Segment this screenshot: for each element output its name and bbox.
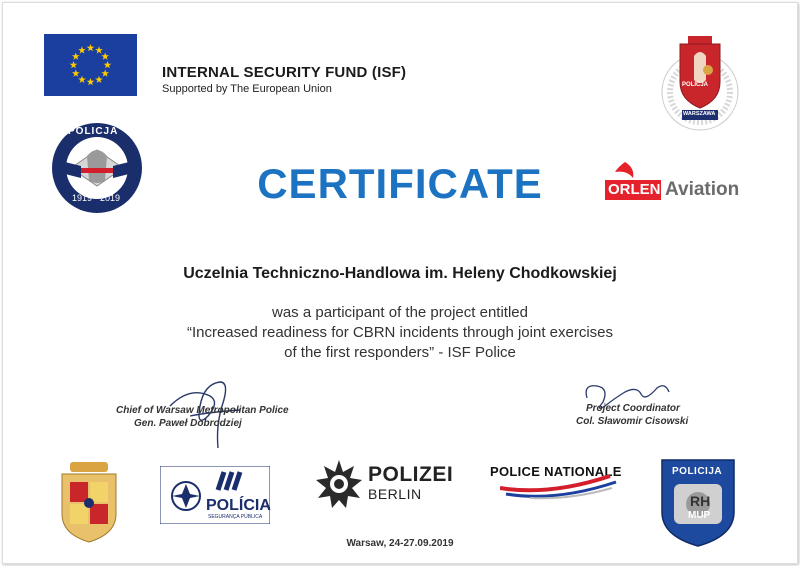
right-signatory-role: Project Coordinator <box>586 403 680 414</box>
fund-subtitle: Supported by The European Union <box>162 83 332 95</box>
polizei-brand: POLIZEI <box>368 463 454 486</box>
certificate-body <box>0 303 800 363</box>
recipient-name: Uczelnia Techniczno-Handlowa im. Heleny Chodkowskiej <box>183 265 617 282</box>
event-date: Warsaw, 24-27.09.2019 <box>346 538 454 549</box>
orlen-brand: ORLEN <box>608 181 661 198</box>
croatia-badge-mark: RH <box>690 493 711 509</box>
orlen-aviation-text: Aviation <box>665 179 740 200</box>
polizei-berlin-star-logo <box>314 458 364 510</box>
psp-brand: POLÍCIA <box>206 497 271 514</box>
policja-badge-years: 1919 - 2019 <box>72 193 121 203</box>
police-nationale-brand: POLICE NATIONALE <box>490 464 622 479</box>
certificate-title: CERTIFICATE <box>257 160 543 207</box>
croatia-badge-bottom: MUP <box>688 510 711 521</box>
policja-badge-top: POLICJA <box>68 126 119 137</box>
croatia-badge-top: POLICIJA <box>672 466 723 477</box>
spanish-police-crest-logo <box>56 458 122 544</box>
body-line-1: was a participant of the project entitled <box>272 304 528 321</box>
eu-flag-logo <box>44 34 137 96</box>
left-signature <box>160 376 250 456</box>
fund-title: INTERNAL SECURITY FUND (ISF) <box>162 64 407 81</box>
right-signatory-name: Col. Sławomir Cisowski <box>576 416 689 427</box>
left-signatory-role: Chief of Warsaw Metropolitan Police <box>116 405 289 416</box>
berlin-brand: BERLIN <box>368 486 422 502</box>
warsaw-badge-bottom: WARSZAWA <box>683 111 716 117</box>
warsaw-badge-top: POLICJA <box>682 82 709 88</box>
left-signatory-name: Gen. Paweł Dobrodziej <box>134 418 242 429</box>
police-nationale-swoosh-logo <box>500 474 620 502</box>
psp-subtitle: SEGURANÇA PÚBLICA <box>208 514 263 520</box>
body-line-2: “Increased readiness for CBRN incidents through joint exercises <box>186 324 614 341</box>
body-line-3: of the first responders” - ISF Police <box>284 344 516 361</box>
